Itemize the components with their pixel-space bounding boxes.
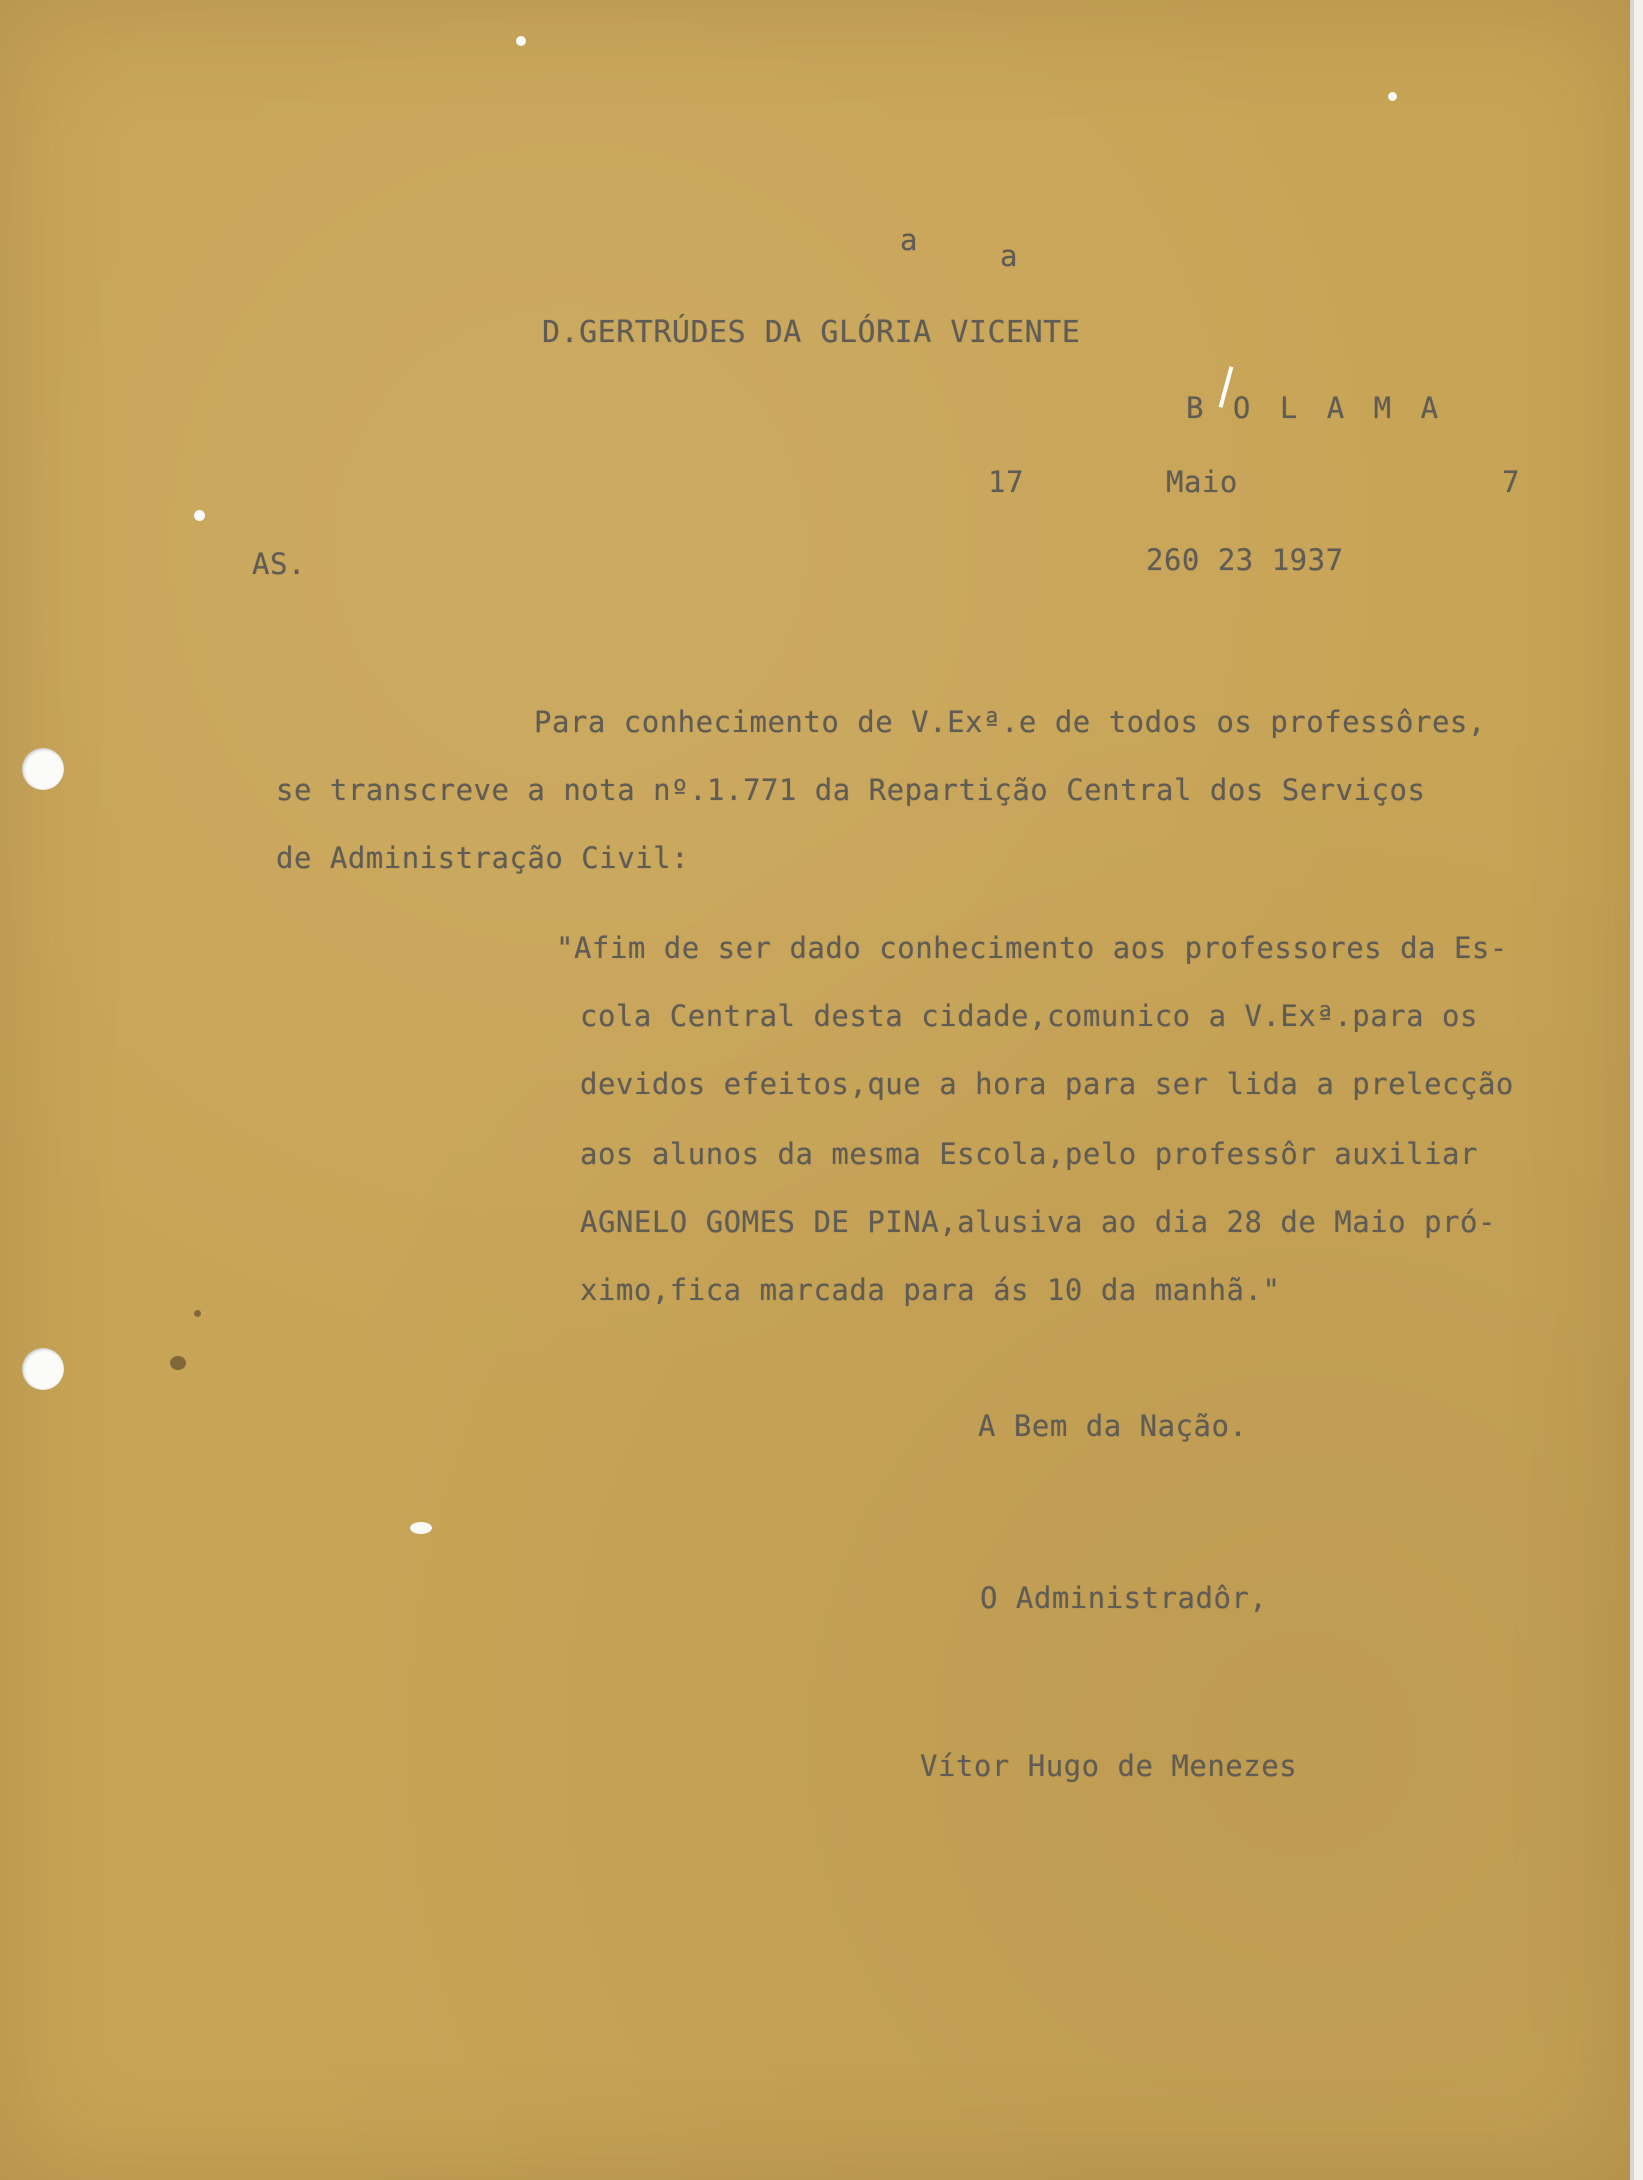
paper-speck	[194, 510, 205, 521]
paper-speck	[410, 1522, 432, 1534]
date-day: 17	[988, 465, 1024, 499]
date-month: Maio	[1166, 465, 1238, 499]
ink-stain	[170, 1356, 186, 1370]
quote-line: "Afim de ser dado conhecimento aos professores da Es-	[556, 931, 1508, 965]
punch-hole-bottom	[22, 1348, 64, 1390]
signature-name: Vítor Hugo de Menezes	[920, 1749, 1298, 1783]
paragraph-line: Para conhecimento de V.Exª.e de todos os professôres,	[534, 705, 1486, 739]
closing-salutation: A Bem da Nação.	[978, 1409, 1248, 1443]
paper-speck	[516, 36, 526, 46]
quote-line: AGNELO GOMES DE PINA,alusiva ao dia 28 de Maio pró-	[580, 1205, 1496, 1239]
header-mark: a	[900, 223, 918, 257]
place-name: B O L A M A	[1186, 391, 1445, 425]
initials: AS.	[252, 547, 306, 581]
date-year-digit: 7	[1502, 465, 1520, 499]
quote-line: devidos efeitos,que a hora para ser lida a prelecção	[580, 1067, 1514, 1101]
ink-stain	[194, 1310, 201, 1317]
paper-speck	[1388, 92, 1397, 101]
quote-line: ximo,fica marcada para ás 10 da manhã."	[580, 1273, 1281, 1307]
paragraph-line: se transcreve a nota nº.1.771 da Repartição Central dos Serviços	[276, 773, 1426, 807]
header-mark: a	[1000, 239, 1018, 273]
quote-line: aos alunos da mesma Escola,pelo professôr auxiliar	[580, 1137, 1478, 1171]
addressee: D.GERTRÚDES DA GLÓRIA VICENTE	[542, 315, 1081, 350]
closing-title: O Administradôr,	[980, 1581, 1268, 1615]
reference-number: 260 23 1937	[1146, 543, 1344, 577]
paragraph-line: de Administração Civil:	[276, 841, 690, 875]
quote-line: cola Central desta cidade,comunico a V.Exª.para os	[580, 999, 1478, 1033]
punch-hole-top	[22, 748, 64, 790]
